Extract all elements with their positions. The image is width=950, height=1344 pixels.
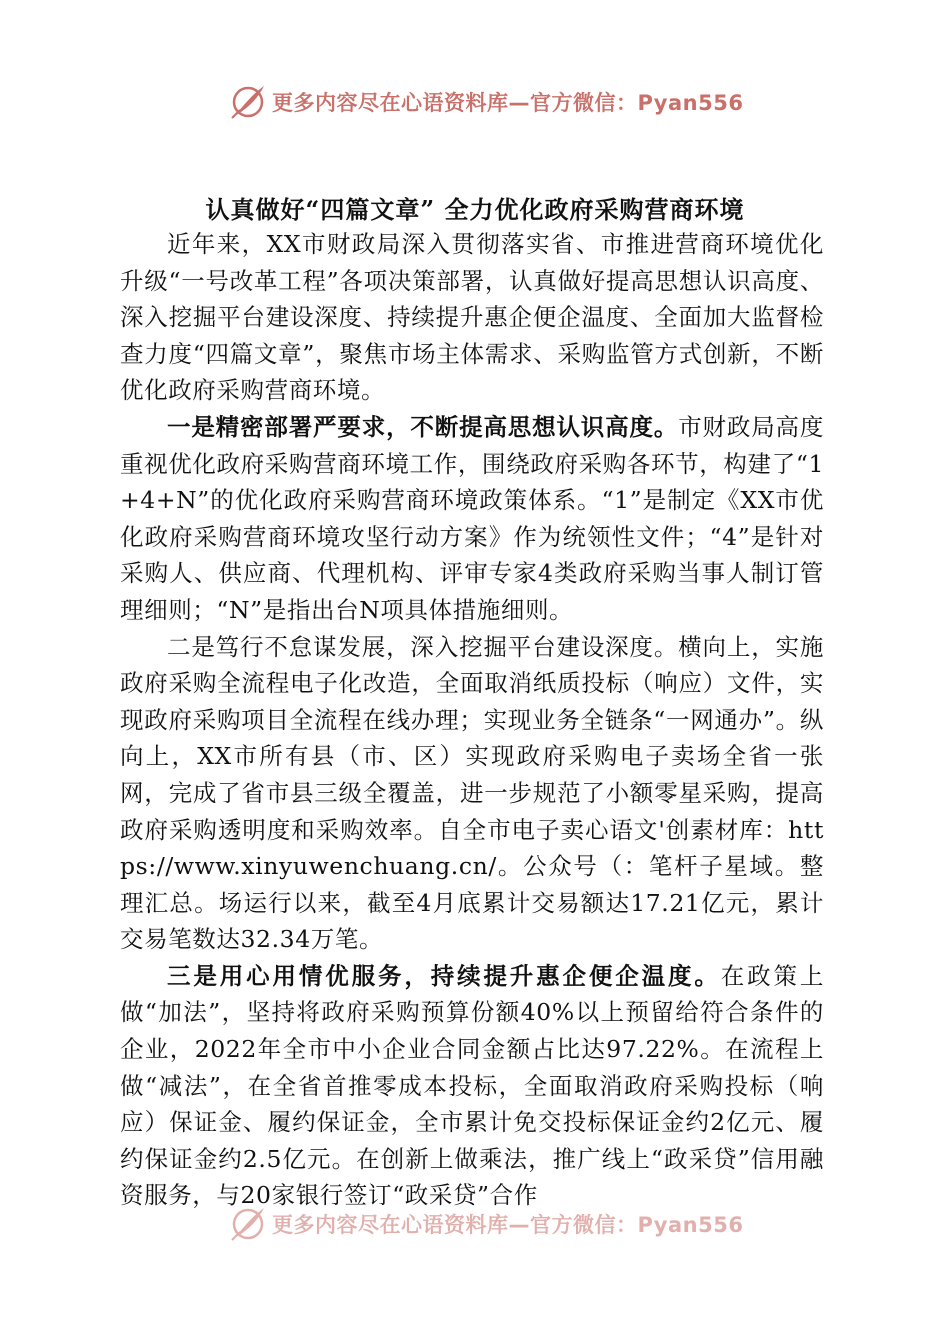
quill-pen-logo-icon [228,82,268,122]
document-title: 认真做好“四篇文章” 全力优化政府采购营商环境 [205,195,745,224]
paragraph [120,629,824,958]
watermark-banner-bottom [228,1202,743,1246]
paragraph-text: 近年来，XX市财政局深入贯彻落实省、市推进营商环境优化升级“一号改革工程”各项决策部署，认真做好提高思想认识高度、深入挖掘平台建设深度、持续提升惠企便企温度、全面加大监督检查力度“四篇文章”，聚焦市场主体需求、采购监管方式创新，不断优化政府采购营商环境。 [120,230,824,405]
watermark-text: 更多内容尽在心语资料库—官方微信：Pyan556 [272,1213,744,1237]
paragraph [120,409,824,629]
document-body [120,226,824,1214]
quill-pen-logo-icon [228,1204,268,1244]
watermark-text: 更多内容尽在心语资料库—官方微信：Pyan556 [272,91,744,115]
watermark-banner-top [228,80,743,124]
paragraph-text: 在政策上做“加法”，坚持将政府采购预算份额40%以上预留给符合条件的企业，2022年全市中小企业合同金额占比达97.22%。在流程上做“减法”，在全省首推零成本投标，全面取消政府采购投标（响应）保证金、履约保证金，全市累计免交投标保证金约2亿元、履约保证金约2.5亿元。在创新上做乘法，推广线上“政采贷”信用融资服务，与20家银行签订“政采贷”合作 [120,961,824,1210]
paragraph-lead: 三是用心用情优服务，持续提升惠企便企温度。 [167,961,721,990]
paragraph-text: 二是笃行不怠谋发展，深入挖掘平台建设深度。横向上，实施政府采购全流程电子化改造，全面取消纸质投标（响应）文件，实现政府采购项目全流程在线办理；实现业务全链条“一网通办”。纵向上，XX市所有县（市、区）实现政府采购电子卖场全省一张网，完成了省市县三级全覆盖，进一步规范了小额零星采购，提高政府采购透明度和采购效率。自全市电子卖心语文'创素材库：https://www.xinyuwenchuang.cn/。公众号（：笔杆子星域。整理汇总。场运行以来，截至4月底累计交易额达17.21亿元，累计交易笔数达32.34万笔。 [120,632,824,954]
paragraph [120,958,824,1214]
paragraph [120,226,824,409]
paragraph-lead: 一是精密部署严要求，不断提高思想认识高度。 [167,412,679,441]
paragraph-text: 市财政局高度重视优化政府采购营商环境工作，围绕政府采购各环节，构建了“1+4+N”的优化政府采购营商环境政策体系。“1”是制定《XX市优化政府采购营商环境攻坚行动方案》作为统领性文件；“4”是针对采购人、供应商、代理机构、评审专家4类政府采购当事人制订管理细则；“N”是指出台N项具体措施细则。 [120,412,824,624]
